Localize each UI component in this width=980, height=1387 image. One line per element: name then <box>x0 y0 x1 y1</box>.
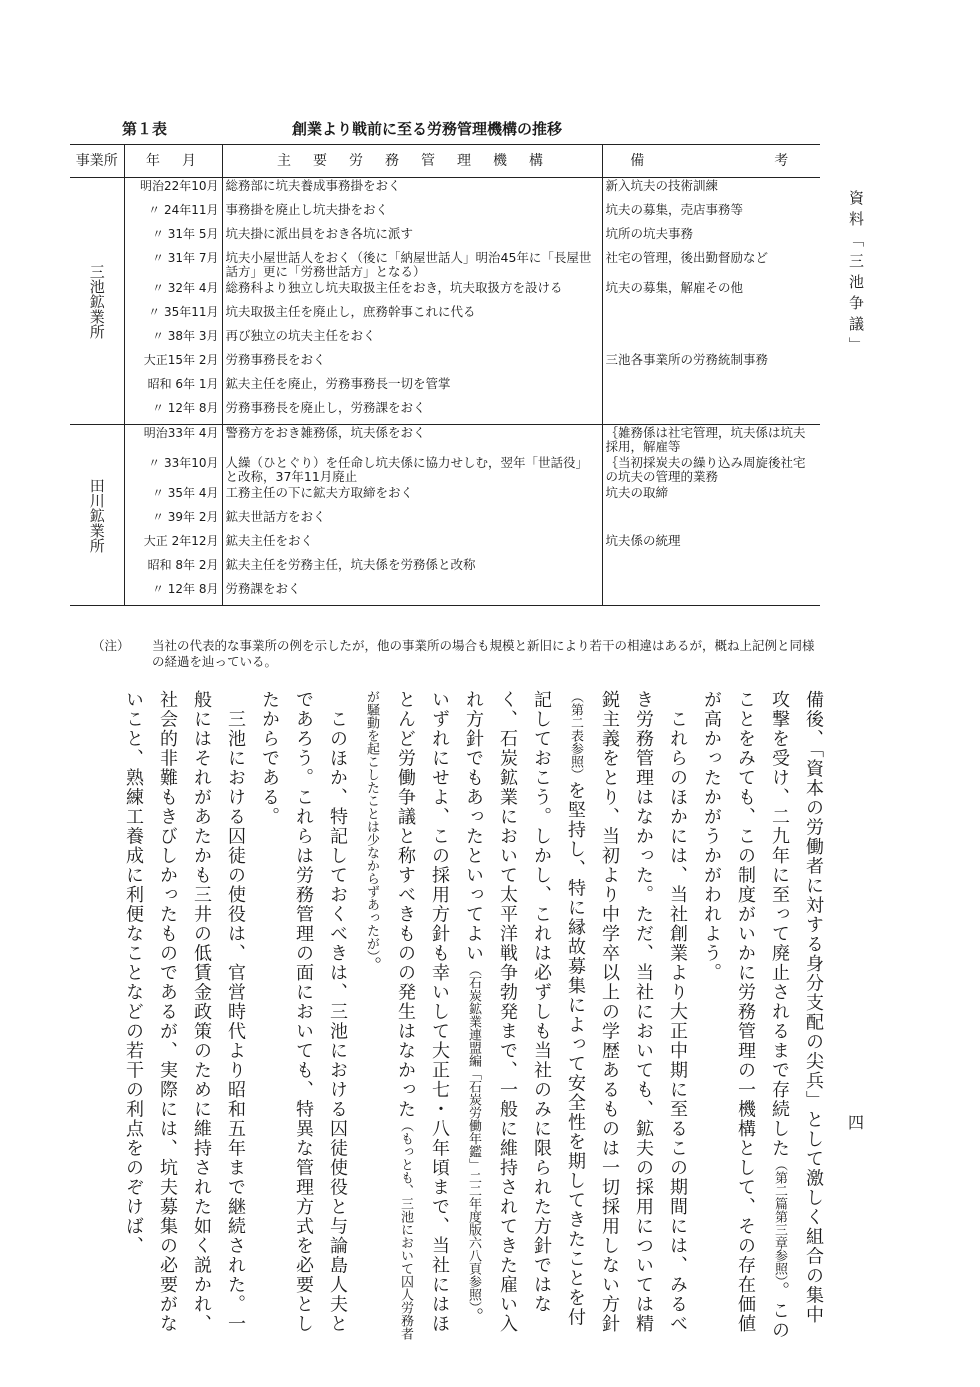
table-row <box>70 328 820 352</box>
text-span: 備後、「資本の労働者に対する身分支配の尖兵」として激しく組合の集中攻撃を受け、二九年に至って廃止されるまで存続した <box>769 690 824 1325</box>
reference: （もっとも、三池において囚人労務者が騒動を起こしたことは少なからずあったが） <box>364 690 413 1340</box>
body-text <box>70 690 830 1340</box>
reference: （第二表参照） <box>568 690 583 781</box>
side-running-title: 資料「三池争議」 <box>847 190 865 358</box>
text-span: を堅持し、特に縁故募集によって安全性を期してきたことを付記しておこう。しかし、これは必ずしも当社のみに限られた方針ではなく、石炭鉱業において太平洋戦争勃発まで、一般に維持されてきた雇い入れ方針でもあったといってよい <box>463 690 586 1334</box>
table-row <box>70 400 820 425</box>
header-office: 事業所 <box>70 145 124 178</box>
text-span: 三池における囚徒の使役は、官営時代より昭和五年まで継続された。一般にはそれがあたかも三井の低賃金政策のために維持された如く説かれ、社会的非難もきびしかったものであるが、実際には、坑夫募集の必要がないこと、熟練工養成に利便なことなどの若干の利点をのぞけば、 <box>123 690 246 1334</box>
table-row <box>70 304 820 328</box>
organization-cell: 人繰（ひとぐり）を任命し坑夫係に協力せしむ，翌年「世話役」と改称，37年11月廃止 <box>222 455 602 485</box>
date-cell: 大正15年 2月 <box>124 352 222 376</box>
date-cell: 〃 31年 7月 <box>124 250 222 280</box>
date-cell: 昭和 6年 1月 <box>124 376 222 400</box>
header-organization: 主 要 労 務 管 理 機 構 <box>222 145 602 178</box>
date-cell: 〃 12年 8月 <box>124 400 222 425</box>
table-row <box>70 178 820 203</box>
text-span: 。 <box>361 956 382 976</box>
organization-cell: 坑夫掛に派出員をおき各坑に派す <box>222 226 602 250</box>
paragraph-2 <box>354 690 694 1340</box>
remark-cell: 社宅の管理，後出勤督励など <box>605 250 769 265</box>
organization-cell: 坑夫小屋世話人をおく（後に「納屋世話人」明治45年に「長屋世話方」更に「労務世話方」となる） <box>222 250 602 280</box>
labor-management-table <box>70 144 820 606</box>
organization-cell: 総務部に坑夫養成事務掛をおく <box>222 178 602 203</box>
date-cell: 〃 38年 3月 <box>124 328 222 352</box>
remark-cell: 坑夫の募集，売店事務等 <box>605 202 744 217</box>
date-cell: 〃 35年11月 <box>124 304 222 328</box>
date-cell: 〃 24年11月 <box>124 202 222 226</box>
paragraph-3 <box>252 690 354 1340</box>
table-body <box>70 178 820 606</box>
remark-cell <box>602 509 820 533</box>
table-number: 第１表 <box>122 120 168 138</box>
reference: （石炭鉱業連盟編「石炭労働年鑑」二二年度版六八頁参照） <box>466 963 481 1308</box>
organization-cell: 再び独立の坑夫主任をおく <box>222 328 602 352</box>
organization-cell: 工務主任の下に鉱夫方取締をおく <box>222 485 602 509</box>
remark-cell: ｛雑務係は社宅管理，坑夫係は坑夫採用，解雇等 <box>605 425 806 454</box>
organization-cell: 鉱夫世話方をおく <box>222 509 602 533</box>
remark-cell: 三池各事業所の労務統制事務 <box>605 352 769 367</box>
remark-cell <box>602 328 820 352</box>
organization-cell: 事務掛を廃止し坑夫掛をおく <box>222 202 602 226</box>
table-row <box>70 455 820 485</box>
date-cell: 〃 33年10月 <box>124 455 222 485</box>
organization-cell: 総務科より独立し坑夫取扱主任をおき，坑夫取扱方を設ける <box>222 280 602 304</box>
remark-cell <box>602 400 820 425</box>
header-remarks: 備 考 <box>602 145 820 178</box>
table-row <box>70 376 820 400</box>
table-row <box>70 250 820 280</box>
table-row <box>70 280 820 304</box>
organization-cell: 鉱夫主任を廃止，労務事務長一切を管掌 <box>222 376 602 400</box>
organization-cell: 鉱夫主任をおく <box>222 533 602 557</box>
table-note <box>92 638 822 670</box>
date-cell: 〃 12年 8月 <box>124 581 222 606</box>
remark-cell <box>602 376 820 400</box>
organization-cell: 鉱夫主任を労務主任，坑夫係を労務係と改称 <box>222 557 602 581</box>
remark-cell: 坑夫係の統理 <box>605 533 681 548</box>
date-cell: 大正 2年12月 <box>124 533 222 557</box>
organization-cell: 警務方をおき雑務係，坑夫係をおく <box>222 425 602 456</box>
remark-cell: 坑夫の取締 <box>605 485 669 500</box>
table-row <box>70 533 820 557</box>
date-cell: 〃 35年 4月 <box>124 485 222 509</box>
table-title: 創業より戦前に至る労務管理機構の推移 <box>292 120 563 138</box>
table-row <box>70 425 820 456</box>
date-cell: 〃 32年 4月 <box>124 280 222 304</box>
remark-cell: 坑夫の募集，解雇その他 <box>605 280 744 295</box>
table-row <box>70 557 820 581</box>
table-row <box>70 202 820 226</box>
paragraph-1 <box>694 690 830 1340</box>
table-row <box>70 352 820 376</box>
text-span: 。このことをみても、この制度がいかに労務管理の一機構として、その存在価値が高かったかがうかがわれよう。 <box>701 690 790 1340</box>
organization-cell: 労務課をおく <box>222 581 602 606</box>
office-name: 三池鉱業所 <box>70 178 124 425</box>
organization-cell: 坑夫取扱主任を廃止し，庶務幹事これに代る <box>222 304 602 328</box>
table-row <box>70 226 820 250</box>
remark-cell: ｛当初採炭夫の繰り込み周旋後社宅の坑夫の管理的業務 <box>605 455 806 484</box>
header-date: 年 月 <box>124 145 222 178</box>
remark-cell: 坑所の坑夫事務 <box>605 226 694 241</box>
remark-cell <box>602 557 820 581</box>
note-text: 当社の代表的な事業所の例を示したが，他の事業所の場合も規模と新旧により若干の相違はあるが，概ね上記例と同様の経過を辿っている。 <box>152 638 815 669</box>
remark-cell <box>602 581 820 606</box>
date-cell: 〃 39年 2月 <box>124 509 222 533</box>
table-row <box>70 485 820 509</box>
office-name: 田川鉱業所 <box>70 425 124 606</box>
date-cell: 明治22年10月 <box>124 178 222 203</box>
note-label: （注） <box>92 638 130 653</box>
organization-cell: 労務事務長をおく <box>222 352 602 376</box>
date-cell: 明治33年 4月 <box>124 425 222 456</box>
date-cell: 〃 31年 5月 <box>124 226 222 250</box>
text-span: このほか、特記しておくべきは、三池における囚徒使役と与論島人夫とであろう。これらは労務管理の面においても、特異な管理方式を必要としたからである。 <box>259 690 348 1334</box>
page-number: 四 <box>848 1113 865 1132</box>
remark-cell: 新入坑夫の技術訓練 <box>605 178 719 193</box>
organization-cell: 労務事務長を廃止し，労務課をおく <box>222 400 602 425</box>
remark-cell <box>602 304 820 328</box>
paragraph-4 <box>116 690 252 1340</box>
table-row <box>70 581 820 606</box>
reference: （第二篇第三章参照） <box>772 1158 787 1282</box>
table-header-row <box>70 145 820 178</box>
table-row <box>70 509 820 533</box>
text-span: 。いずれにせよ、この採用方針も幸いして大正七・八年頃まで、当社にはほとんど労働争議と称すべきものの発生はなかった <box>395 690 484 1334</box>
text-span: これらのほかには、当社創業より大正中期に至るこの期間には、みるべき労務管理はなかった。ただ、当社においても、鉱夫の採用については精鋭主義をとり、当初より中学卒以上の学歴あるものは一切採用しない方針 <box>599 690 688 1334</box>
date-cell: 昭和 8年 2月 <box>124 557 222 581</box>
